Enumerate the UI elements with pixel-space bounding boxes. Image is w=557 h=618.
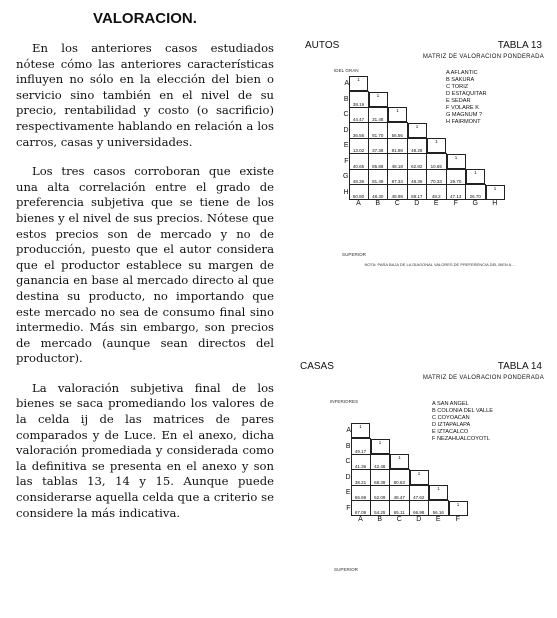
row-label: A bbox=[346, 427, 351, 435]
row-label: G bbox=[343, 173, 349, 181]
matrix-cell: 87.34 bbox=[388, 169, 408, 185]
matrix-empty-cell bbox=[427, 92, 447, 108]
matrix-empty-cell bbox=[448, 439, 468, 455]
matrix-empty-cell bbox=[485, 76, 505, 92]
section-title: VALORACION. bbox=[93, 10, 197, 27]
legend-item: F VOLARE K bbox=[446, 105, 479, 111]
matrix-empty-cell bbox=[409, 423, 429, 439]
matrix-empty-cell bbox=[485, 169, 505, 185]
matrix-empty-cell bbox=[485, 123, 505, 139]
matrix-empty-cell bbox=[485, 154, 505, 170]
text-column bbox=[16, 10, 274, 535]
matrix-row bbox=[334, 423, 468, 439]
legend-item: G MAGNUM ? bbox=[446, 112, 483, 118]
matrix-row bbox=[332, 185, 505, 200]
legend-item: C COYOACAN bbox=[432, 415, 470, 421]
table-14-under-label: SUPERIOR bbox=[334, 567, 358, 572]
matrix-cell: 48.2 bbox=[427, 185, 447, 200]
legend-item: C TORIZ bbox=[446, 84, 469, 90]
column-label: H bbox=[492, 199, 498, 207]
table-13-header bbox=[300, 40, 550, 54]
matrix-cell: 26.70 bbox=[466, 185, 486, 200]
matrix-empty-cell bbox=[448, 485, 468, 501]
column-label: C bbox=[394, 200, 400, 207]
matrix-cell: 85.88 bbox=[368, 154, 388, 170]
matrix-empty-cell bbox=[407, 92, 427, 108]
matrix-empty-cell bbox=[370, 423, 390, 439]
table-14-header bbox=[300, 361, 550, 375]
row-label: D bbox=[343, 126, 349, 134]
matrix-row bbox=[334, 454, 468, 470]
row-label: C bbox=[343, 111, 349, 119]
matrix-cell: 37.38 bbox=[368, 138, 388, 154]
matrix-cell: 47.62 bbox=[409, 485, 429, 501]
matrix-empty-cell bbox=[429, 423, 449, 439]
matrix-cell: 62.82 bbox=[407, 154, 427, 170]
matrix-empty-cell bbox=[427, 76, 447, 92]
paragraph-1: En los anteriores casos estudiados nótese cómo las anteriores características influyen no sólo en la elección del bien o servicio sino también en el nivel de su precio, rentabilidad y costo (o sacrificio) respectivamente hablando en relación a los carros, casas y universidades. bbox=[16, 41, 274, 149]
legend-item: B SAKURA bbox=[446, 77, 475, 83]
matrix-cell: 70.33 bbox=[427, 169, 447, 185]
matrix-cell: 56.16 bbox=[429, 501, 449, 516]
row-label: D bbox=[345, 473, 351, 481]
matrix-cell: 1 bbox=[388, 107, 407, 122]
matrix-cell: 38.21 bbox=[351, 470, 370, 486]
table-13-subtitle: MATRIZ DE VALORACION PONDERADA bbox=[422, 54, 544, 60]
matrix-cell: 1 bbox=[427, 138, 446, 153]
legend-item: D IZTAPALAPA bbox=[432, 422, 471, 428]
matrix-cell: 1 bbox=[369, 92, 388, 107]
column-label: B bbox=[377, 516, 383, 523]
matrix-cell: 1 bbox=[371, 439, 390, 454]
matrix-cell: 40.65 bbox=[349, 154, 368, 170]
column-label: G bbox=[472, 200, 478, 207]
table-14 bbox=[300, 361, 550, 601]
matrix-row bbox=[332, 138, 505, 154]
matrix-cell: 1 bbox=[447, 154, 466, 169]
matrix-cell: 47.13 bbox=[446, 185, 466, 200]
table-13-under-label: SUPERIOR bbox=[342, 252, 366, 257]
column-label: A bbox=[358, 516, 363, 523]
matrix-cell: 80.63 bbox=[390, 470, 410, 486]
matrix-cell: 42.48 bbox=[370, 454, 390, 470]
matrix-empty-cell bbox=[429, 454, 449, 470]
corner-blank bbox=[334, 516, 351, 530]
matrix-row bbox=[332, 76, 505, 92]
matrix-cell: 56.69 bbox=[351, 485, 370, 501]
matrix-cell: 68.17 bbox=[407, 185, 427, 200]
matrix-cell: 1 bbox=[349, 76, 368, 91]
row-label: F bbox=[346, 504, 351, 512]
matrix-cell: 48.36 bbox=[349, 169, 368, 185]
matrix-empty-cell bbox=[466, 92, 486, 108]
legend-item: A AFLANTIC bbox=[446, 70, 478, 76]
matrix-empty-cell bbox=[466, 107, 486, 123]
table-14-title: TABLA 14 bbox=[497, 361, 542, 372]
column-label: F bbox=[453, 200, 458, 207]
column-label: D bbox=[414, 200, 420, 207]
matrix-cell: 1 bbox=[408, 123, 427, 138]
matrix-empty-cell bbox=[429, 470, 449, 486]
matrix-cell: 67.09 bbox=[351, 501, 370, 516]
legend-item: A SAN ANGEL bbox=[432, 401, 469, 407]
matrix-empty-cell bbox=[448, 470, 468, 486]
matrix-empty-cell bbox=[466, 123, 486, 139]
matrix-empty-cell bbox=[407, 76, 427, 92]
matrix-cell: 62.09 bbox=[370, 485, 390, 501]
table-13-matrix bbox=[332, 76, 505, 213]
matrix-cell: 48.47 bbox=[390, 485, 410, 501]
matrix-cell: 1 bbox=[449, 501, 468, 516]
matrix-cell: 49.17 bbox=[351, 439, 370, 455]
table-14-corner: INFERIORES bbox=[330, 399, 359, 404]
matrix-cell: 81.70 bbox=[368, 123, 388, 139]
matrix-cell: 81.49 bbox=[368, 169, 388, 185]
matrix-row bbox=[332, 123, 505, 139]
legend-item: D ESTAQUITAR bbox=[446, 91, 487, 97]
matrix-row bbox=[332, 169, 505, 185]
row-label: B bbox=[343, 95, 349, 103]
matrix-empty-cell bbox=[446, 107, 466, 123]
matrix-empty-cell bbox=[390, 439, 410, 455]
matrix-empty-cell bbox=[485, 107, 505, 123]
column-label: D bbox=[416, 516, 422, 523]
legend-item: F NEZAHUALCOYOTL bbox=[432, 436, 490, 442]
matrix-empty-cell bbox=[448, 454, 468, 470]
matrix-row bbox=[334, 501, 468, 516]
matrix-empty-cell bbox=[388, 76, 408, 92]
column-label: E bbox=[433, 200, 439, 207]
matrix-cell: 48.98 bbox=[388, 185, 408, 200]
matrix-empty-cell bbox=[407, 107, 427, 123]
legend-item: B COLONIA DEL VALLE bbox=[432, 408, 493, 414]
matrix-cell: 13.02 bbox=[349, 138, 368, 154]
matrix-cell: 36.56 bbox=[349, 123, 368, 139]
paragraph-2: Los tres casos corroboran que existe una alta correlación entre el grado de preferencia subjetiva que se tiene de los bienes y el nivel de sus precios. Nótese que estos precios son de mercado y no de producción, puesto que el autor considera que el productor establece su margen de ganancia en base al mercado directo al que destina su producto, no importando que este mercado no sea de consumo final sino intermedio. Más sin embargo, son precios de mercado (aunque sean directos del productor). bbox=[16, 164, 274, 366]
matrix-empty-cell bbox=[429, 439, 449, 455]
matrix-cell: 81.98 bbox=[388, 138, 408, 154]
row-label: E bbox=[343, 142, 349, 150]
column-label-row bbox=[332, 200, 505, 214]
matrix-cell: 65.11 bbox=[390, 501, 410, 516]
matrix-cell: 50.80 bbox=[349, 185, 368, 200]
matrix-cell: 48.28 bbox=[407, 138, 427, 154]
matrix-row bbox=[332, 107, 505, 123]
table-13 bbox=[300, 40, 550, 290]
matrix-row bbox=[334, 470, 468, 486]
matrix-empty-cell bbox=[446, 138, 466, 154]
table-13-corner: IDEL GRAN bbox=[334, 68, 359, 73]
table-14-left-label: CASAS bbox=[300, 361, 334, 372]
matrix-empty-cell bbox=[448, 423, 468, 439]
column-label: B bbox=[375, 200, 381, 207]
matrix-cell: 48.30 bbox=[368, 185, 388, 200]
matrix-empty-cell bbox=[446, 123, 466, 139]
table-14-matrix bbox=[334, 423, 468, 529]
matrix-empty-cell bbox=[388, 92, 408, 108]
matrix-empty-cell bbox=[485, 138, 505, 154]
matrix-cell: 48.18 bbox=[388, 154, 408, 170]
matrix-cell: 1 bbox=[351, 423, 370, 438]
table-13-left-label: AUTOS bbox=[305, 40, 340, 51]
matrix-row bbox=[332, 92, 505, 108]
legend-item: E IZTACALCO bbox=[432, 429, 469, 435]
matrix-cell: 41.36 bbox=[351, 454, 370, 470]
matrix-cell: 38.19 bbox=[349, 92, 368, 108]
column-label: C bbox=[396, 516, 402, 523]
column-label: A bbox=[356, 200, 361, 207]
matrix-row bbox=[334, 485, 468, 501]
matrix-cell: 56.56 bbox=[388, 123, 408, 139]
matrix-empty-cell bbox=[427, 107, 447, 123]
column-label-row bbox=[334, 516, 468, 530]
matrix-cell: 1 bbox=[429, 485, 448, 500]
row-label: E bbox=[345, 489, 351, 497]
matrix-cell: 29.70 bbox=[446, 169, 466, 185]
table-13-note: NOTA: PARA BAJA DE LA DIAGONAL VALORES DE PREFERENCIA DEL BIEN A ... bbox=[364, 262, 516, 267]
matrix-cell: 1 bbox=[486, 185, 505, 200]
matrix-cell: 31.48 bbox=[368, 107, 388, 123]
matrix-empty-cell bbox=[409, 454, 429, 470]
matrix-cell: 48.36 bbox=[407, 169, 427, 185]
matrix-cell: 68.38 bbox=[370, 470, 390, 486]
row-label: B bbox=[345, 442, 351, 450]
matrix-cell: 44.47 bbox=[349, 107, 368, 123]
column-label: E bbox=[435, 516, 441, 523]
matrix-row bbox=[334, 439, 468, 455]
matrix-cell: 1 bbox=[390, 454, 409, 469]
legend-item: E SEDAR bbox=[446, 98, 471, 104]
matrix-row bbox=[332, 154, 505, 170]
matrix-cell: 1 bbox=[466, 169, 485, 184]
matrix-cell: 10.65 bbox=[427, 154, 447, 170]
corner-blank bbox=[332, 200, 349, 214]
matrix-empty-cell bbox=[390, 423, 410, 439]
row-label: F bbox=[344, 157, 349, 165]
row-label: C bbox=[345, 458, 351, 466]
matrix-empty-cell bbox=[409, 439, 429, 455]
matrix-cell: 54.25 bbox=[370, 501, 390, 516]
row-label: H bbox=[343, 188, 349, 196]
matrix-empty-cell bbox=[427, 123, 447, 139]
matrix-cell: 1 bbox=[410, 470, 429, 485]
paragraph-3: La valoración subjetiva final de los bienes se saca promediando los valores de la celda ij de las matrices de pares comparados y de Luce. En el anexo, dicha valoración promediada y considerada como la definitiva se presenta en el anexo y son las tablas 13, 14 y 15. Aunque puede considerarse aquella celda que a criterio se considere la más indicativa. bbox=[16, 380, 274, 520]
matrix-cell: 66.98 bbox=[409, 501, 429, 516]
table-13-title: TABLA 13 bbox=[497, 40, 542, 51]
matrix-empty-cell bbox=[466, 154, 486, 170]
matrix-empty-cell bbox=[368, 76, 388, 92]
matrix-empty-cell bbox=[466, 76, 486, 92]
column-label: F bbox=[455, 515, 460, 523]
matrix-empty-cell bbox=[446, 76, 466, 92]
table-14-subtitle: MATRIZ DE VALORACION PONDERADA bbox=[422, 375, 544, 381]
legend-item: H FAIRMONT bbox=[446, 119, 481, 125]
row-label: A bbox=[344, 80, 349, 88]
matrix-empty-cell bbox=[466, 138, 486, 154]
matrix-empty-cell bbox=[446, 92, 466, 108]
matrix-empty-cell bbox=[485, 92, 505, 108]
